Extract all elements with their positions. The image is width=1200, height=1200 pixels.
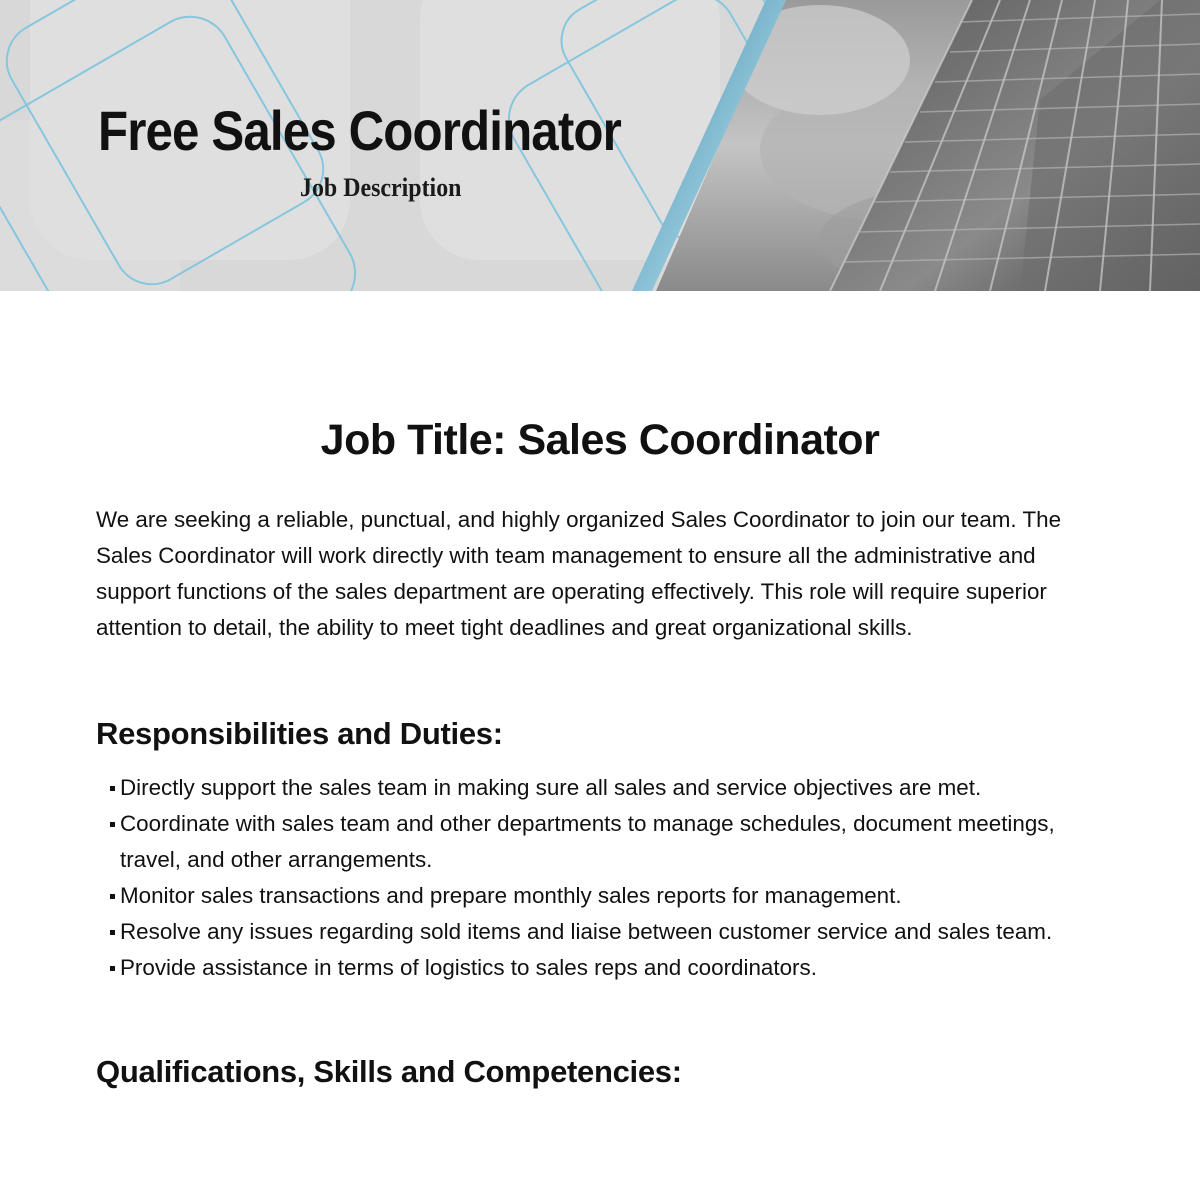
header-banner [0,0,1200,291]
bullet-icon [110,786,115,791]
document-body [96,410,1104,1094]
qualifications-heading: Qualifications, Skills and Competencies: [96,1054,682,1089]
bullet-icon [110,930,115,935]
responsibilities-list [96,770,1104,986]
intro-paragraph: We are seeking a reliable, punctual, and highly organized Sales Coordinator to join our team. The Sales Coordinator will work directly with team management to ensure all the administrative and support functions of the sales department are operating effectively. This role will require superior attention to detail, the ability to meet tight deadlines and great organizational skills. [96,507,1062,640]
list-item [120,950,1104,986]
list-item-text: Resolve any issues regarding sold items and liaise between customer service and sales team. [120,919,1053,944]
responsibilities-heading: Responsibilities and Duties: [96,716,503,751]
bullet-icon [110,894,115,899]
list-item [120,878,1104,914]
list-item-text: Directly support the sales team in making sure all sales and service objectives are met. [120,775,982,800]
list-item-text: Provide assistance in terms of logistics to sales reps and coordinators. [120,955,817,980]
bullet-icon [110,966,115,971]
bullet-icon [110,822,115,827]
banner-subtitle: Job Description [300,173,462,202]
list-item-text: Monitor sales transactions and prepare monthly sales reports for management. [120,883,902,908]
job-title: Job Title: Sales Coordinator [320,416,880,464]
list-item [120,914,1104,950]
list-item-text: Coordinate with sales team and other departments to manage schedules, document meetings, travel, and other arrangements. [120,811,1055,872]
banner-title: Free Sales Coordinator [98,99,621,162]
list-item [120,770,1104,806]
list-item [120,806,1104,878]
